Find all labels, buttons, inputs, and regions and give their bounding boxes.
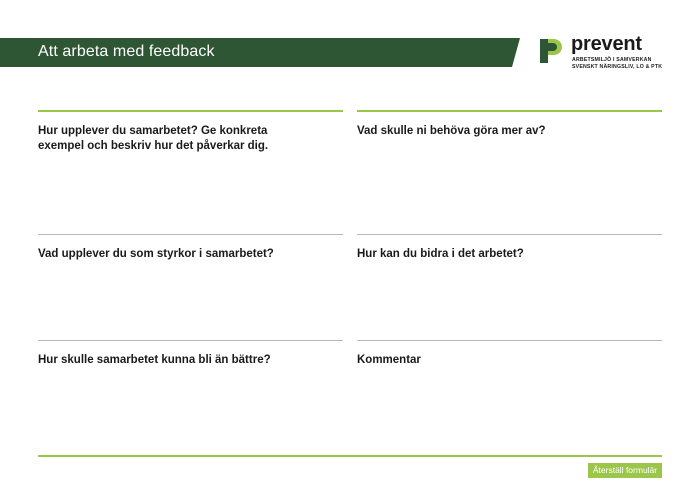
form-bottom-rule — [38, 455, 662, 457]
field-6-top-rule — [357, 340, 662, 341]
question-5-label: Hur skulle samarbetet kunna bli än bättre? — [38, 354, 271, 366]
logo-wordmark: prevent — [571, 33, 642, 55]
logo-tagline-line2: SVENSKT NÄRINGSLIV, LO & PTK — [572, 64, 663, 70]
field-2-top-rule — [357, 110, 662, 112]
question-3-answer-field[interactable] — [38, 268, 343, 334]
page-title: Att arbeta med feedback — [38, 43, 215, 60]
field-3-top-rule — [38, 234, 343, 235]
reset-form-button[interactable]: Återställ formulär — [588, 463, 662, 478]
question-2-answer-field[interactable] — [357, 145, 662, 228]
question-1-label: Hur upplever du samarbetet? Ge konkreta exempel och beskriv hur det påverkar dig. — [38, 125, 269, 152]
question-4-label: Hur kan du bidra i det arbetet? — [357, 248, 524, 260]
field-1-top-rule — [38, 110, 343, 112]
question-3-label: Vad upplever du som styrkor i samarbetet? — [38, 248, 274, 260]
logo-tagline-line1: ARBETSMILJÖ I SAMVERKAN — [572, 57, 652, 63]
prevent-p-logo-icon — [540, 39, 564, 63]
prevent-logo — [540, 33, 665, 72]
question-4-answer-field[interactable] — [357, 268, 662, 334]
field-5-top-rule — [38, 340, 343, 341]
question-2-label: Vad skulle ni behöva göra mer av? — [357, 125, 546, 137]
comment-answer-field[interactable] — [357, 374, 662, 450]
question-6-label: Kommentar — [357, 354, 421, 366]
question-5-answer-field[interactable] — [38, 374, 343, 450]
question-1-answer-field[interactable] — [38, 160, 343, 228]
field-4-top-rule — [357, 234, 662, 235]
